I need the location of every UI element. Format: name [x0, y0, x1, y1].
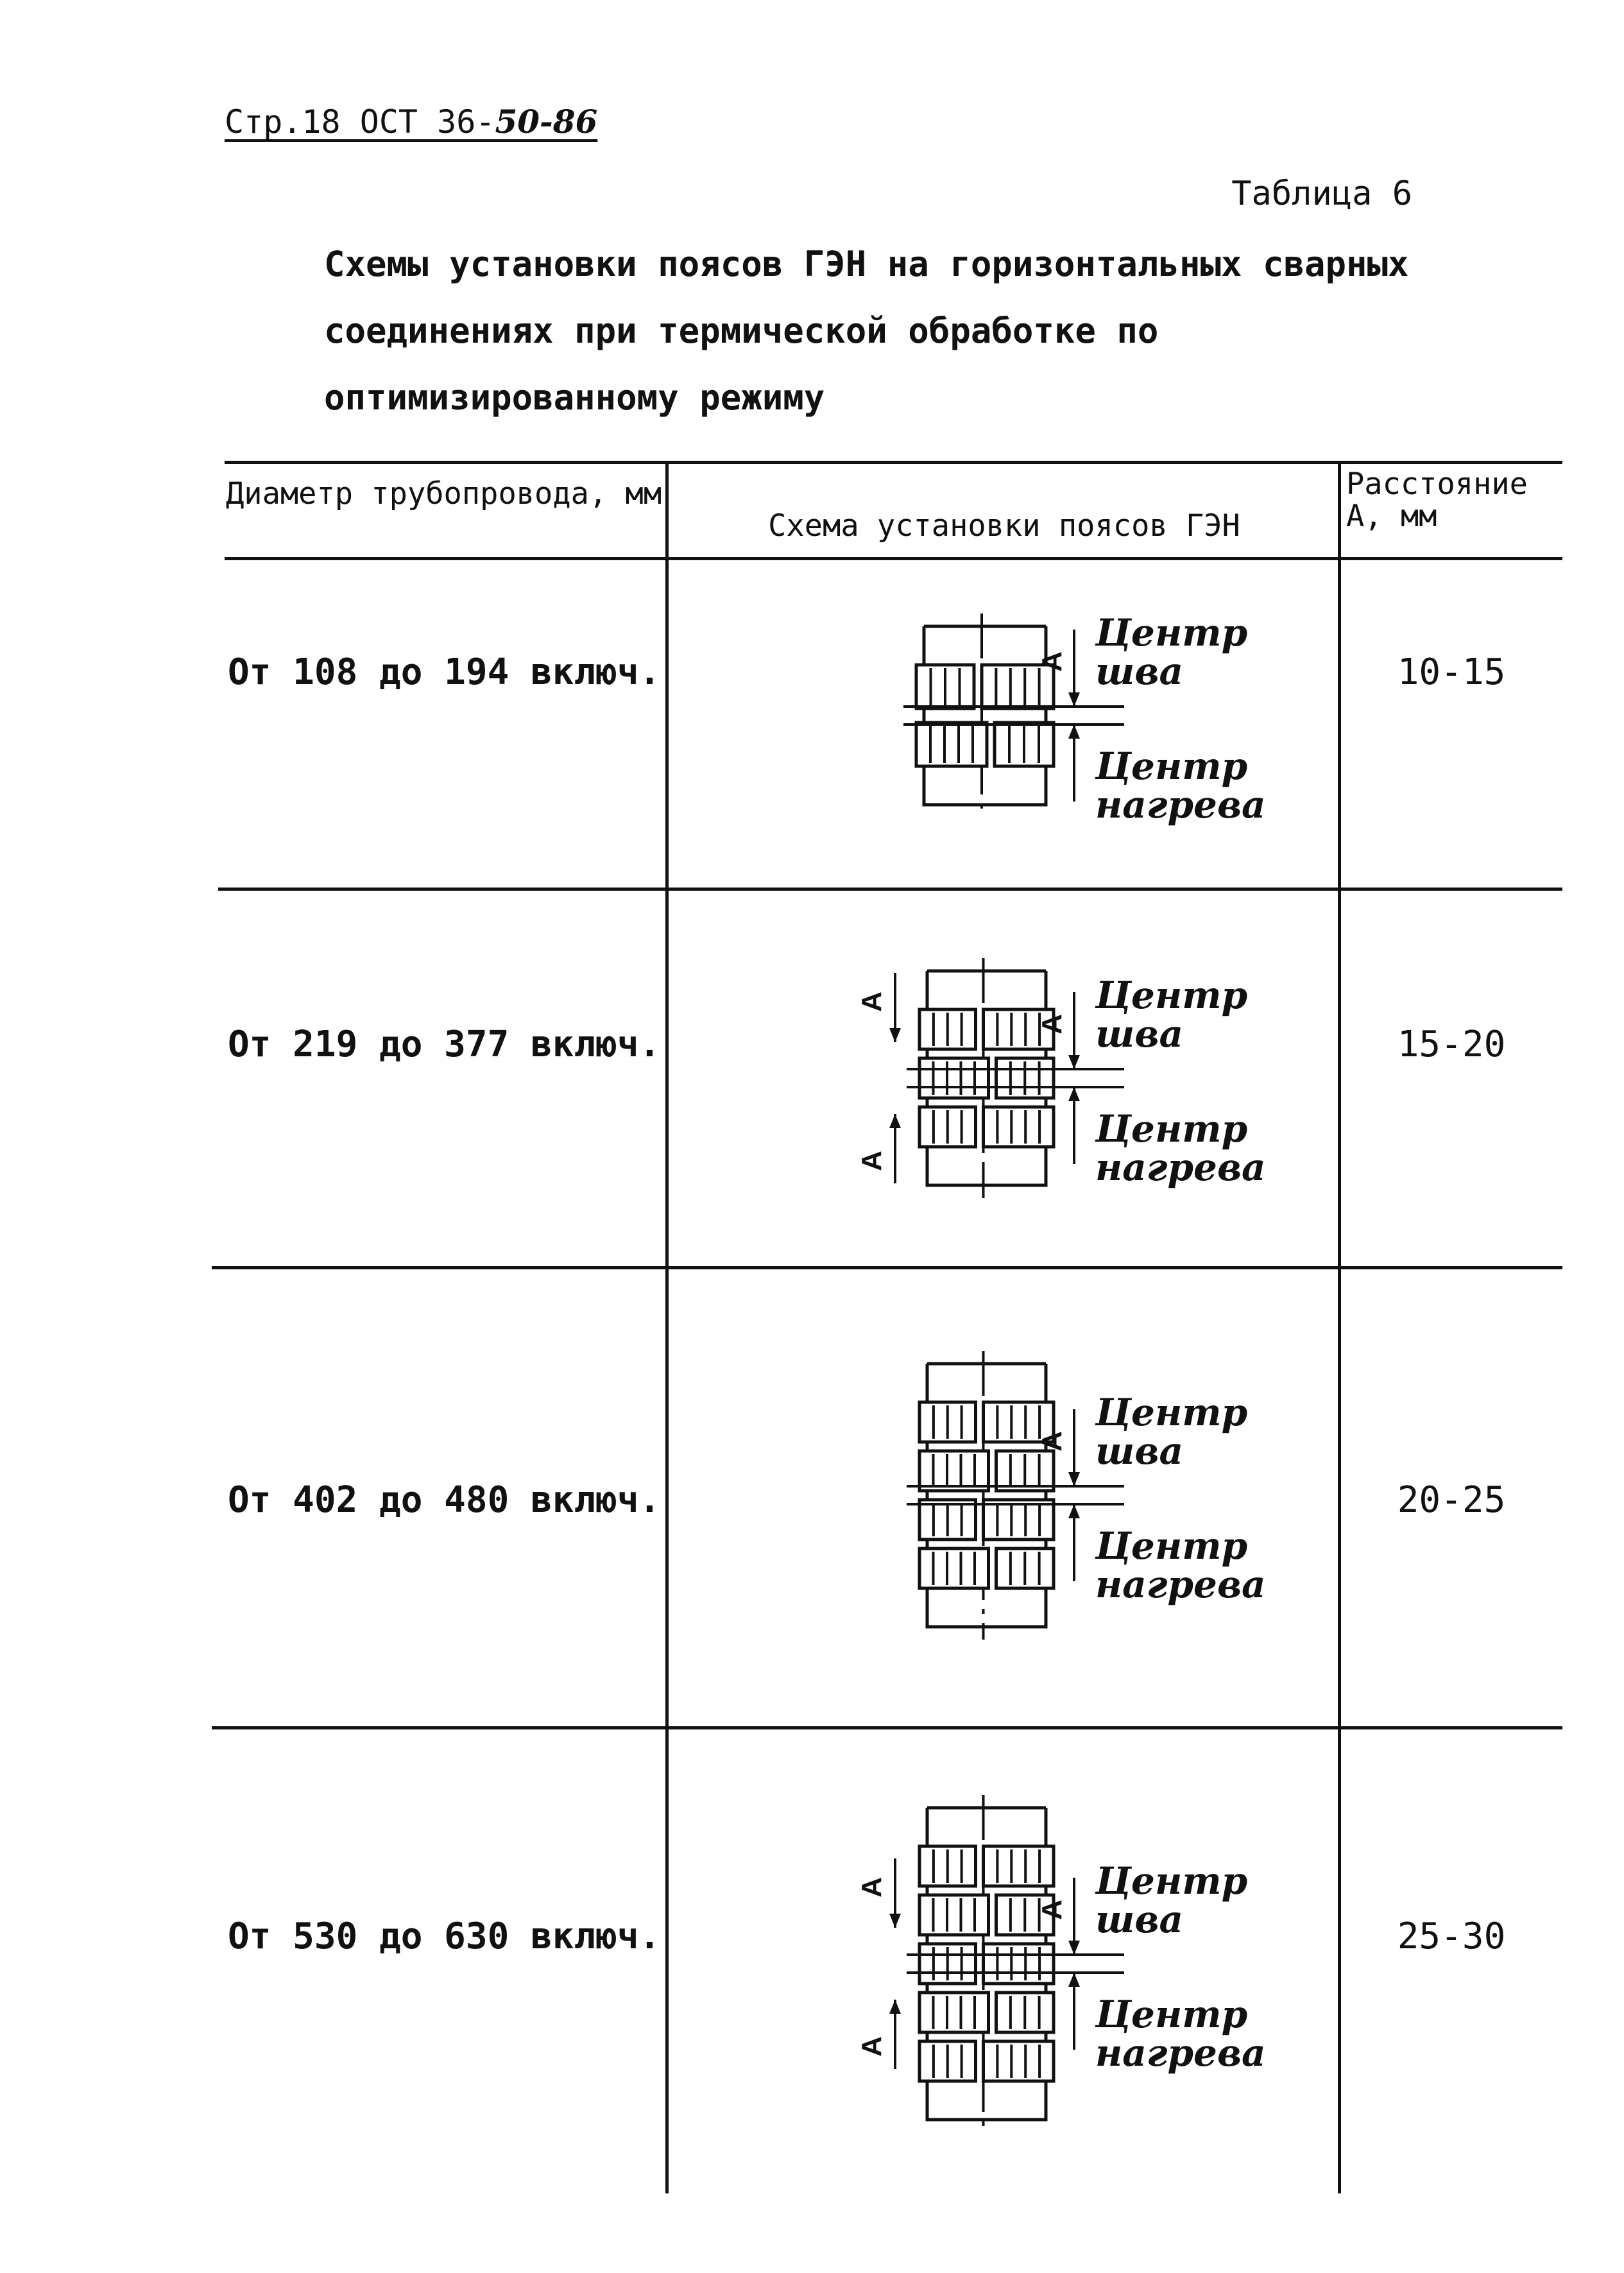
row-1-diameter: От 108 до 194 включ.	[228, 651, 661, 693]
scheme-3-belt-3-right-frame	[984, 1500, 1054, 1540]
scheme-4-belt-4-left	[919, 1993, 989, 2032]
scheme-2-left-top-dimension-label: А	[856, 991, 887, 1012]
scheme-1-belt-1-left	[916, 665, 974, 708]
scheme-3-belt-3-right	[984, 1500, 1054, 1540]
scheme-4-belt-1-right-frame	[984, 1846, 1054, 1886]
row-4-distance: 25-30	[1397, 1916, 1506, 1957]
scheme-4-left-arrow-bottom-head	[889, 2000, 901, 2014]
scheme-3-belt-2-left	[919, 1451, 989, 1491]
row-1-distance: 10-15	[1397, 651, 1506, 693]
scheme-4-belt-2-left	[919, 1895, 989, 1935]
scheme-4-seam-center-label-1: Центр	[1095, 1859, 1248, 1903]
scheme-2-belt-2-left	[919, 1058, 989, 1098]
scheme-4-belt-5-right-frame	[984, 2041, 1054, 2081]
scheme-2-left-arrow-top-head	[889, 1028, 901, 1042]
scheme-2-belt-2-left-frame	[919, 1058, 989, 1098]
scheme-4-right-dimension-label: А	[1036, 1900, 1068, 1920]
header-bottom-border	[225, 557, 1562, 560]
scheme-2-left-arrow-bottom-head	[889, 1114, 901, 1128]
scheme-1-dim-arrow-bottom-head	[1068, 725, 1080, 739]
scheme-3-belt-2-left-frame	[919, 1451, 989, 1491]
scheme-4-seam-center-label-2: шва	[1095, 1898, 1184, 1941]
scheme-row-2	[671, 892, 1338, 1264]
scheme-3-belt-2-right	[996, 1451, 1054, 1491]
scheme-4-dim-arrow-top-head	[1068, 1941, 1080, 1955]
scheme-4-left-top-dimension-label: А	[856, 1877, 887, 1898]
scheme-1-heat-center-label-1: Центр	[1095, 744, 1248, 788]
scheme-3-right-dimension-label: А	[1036, 1431, 1068, 1452]
scheme-3-belt-4-left	[919, 1548, 989, 1588]
column-divider-1	[665, 461, 669, 2193]
scheme-3-belt-4-right	[996, 1548, 1054, 1588]
scheme-3-dim-arrow-bottom-head	[1068, 1504, 1080, 1518]
table-number: Таблица 6	[1231, 175, 1412, 213]
scheme-2-heat-center-label-2: нагрева	[1095, 1145, 1266, 1189]
scheme-4-belt-1-left	[919, 1846, 976, 1886]
scheme-4-belt-2-left-frame	[919, 1895, 989, 1935]
scheme-2-right-dimension-label: А	[1036, 1014, 1068, 1034]
row-4-diameter: От 530 до 630 включ.	[228, 1916, 661, 1957]
scheme-4-belt-3-left	[919, 1944, 976, 1984]
scheme-3-heat-center-label-2: нагрева	[1095, 1563, 1266, 1606]
scheme-2-belt-2-right	[996, 1058, 1054, 1098]
scheme-4-belt-5-left	[919, 2041, 976, 2081]
scheme-4-belt-1-right	[984, 1846, 1054, 1886]
scheme-2-belt-1-left	[919, 1009, 976, 1049]
scheme-4-belt-4-left-frame	[919, 1993, 989, 2032]
scheme-3-heat-center-label-1: Центр	[1095, 1524, 1248, 1568]
scheme-1-heat-center-label-2: нагрева	[1095, 783, 1266, 827]
scheme-row-3	[671, 1271, 1338, 1720]
scheme-4-heat-center-label-2: нагрева	[1095, 2031, 1266, 2075]
scheme-4-dim-arrow-bottom-head	[1068, 1973, 1080, 1987]
scheme-2-belt-3-right	[984, 1107, 1054, 1147]
scheme-1-pipe	[924, 626, 1046, 805]
scheme-4-left-arrow-top-head	[889, 1914, 901, 1928]
row-divider-1	[218, 888, 1562, 891]
scheme-4-belt-5-right	[984, 2041, 1054, 2081]
row-divider-2	[212, 1266, 1562, 1269]
scheme-4-belt-3-right-frame	[984, 1944, 1054, 1984]
scheme-4-belt-4-right	[996, 1993, 1054, 2032]
scheme-1-belt-2-left	[916, 723, 987, 766]
scheme-3-belt-1-left	[919, 1402, 976, 1442]
header-scheme: Схема установки поясов ГЭН	[768, 508, 1240, 544]
scheme-1-seam-center-label-1: Центр	[1095, 611, 1248, 655]
scheme-4-belt-3-right	[984, 1944, 1054, 1984]
page-header-handwritten: 50-86	[495, 103, 598, 141]
scheme-2-seam-center-label-2: шва	[1095, 1012, 1184, 1056]
scheme-4-left-bottom-dimension-label: А	[856, 2036, 887, 2057]
scheme-3-seam-center-label-1: Центр	[1095, 1391, 1248, 1434]
scheme-1-dim-arrow-top-head	[1068, 692, 1080, 707]
column-divider-2	[1338, 461, 1341, 2193]
row-3-distance: 20-25	[1397, 1479, 1506, 1521]
scheme-2-heat-center-label-1: Центр	[1095, 1107, 1248, 1151]
scheme-2-belt-3-left	[919, 1107, 976, 1147]
scheme-1-belt-2-left-frame	[916, 723, 987, 766]
scheme-row-1	[671, 565, 1338, 886]
page-header	[225, 103, 597, 141]
header-distance: Расстояние А, мм	[1346, 467, 1528, 534]
scheme-1-right-dimension-label: А	[1036, 651, 1068, 672]
row-2-distance: 15-20	[1397, 1024, 1506, 1065]
table-top-border	[225, 461, 1562, 464]
page-header-prefix: Стр.18 ОСТ 36-	[225, 103, 495, 141]
scheme-2-seam-center-label-1: Центр	[1095, 974, 1248, 1017]
scheme-2-dim-arrow-top-head	[1068, 1055, 1080, 1069]
scheme-3-belt-4-left-frame	[919, 1548, 989, 1588]
scheme-4-heat-center-label-1: Центр	[1095, 1993, 1248, 2036]
scheme-row-4	[671, 1729, 1338, 2198]
row-3-diameter: От 402 до 480 включ.	[228, 1479, 661, 1521]
scheme-2-dim-arrow-bottom-head	[1068, 1087, 1080, 1101]
scheme-1-seam-center-label-2: шва	[1095, 649, 1184, 693]
scheme-3-belt-3-left	[919, 1500, 976, 1540]
table-title: Схемы установки поясов ГЭН на горизонтальных сварных соединениях при термической обработке по оптимизированному режиму	[324, 244, 1409, 418]
scheme-3-seam-center-label-2: шва	[1095, 1429, 1184, 1473]
header-diameter: Диаметр трубопровода, мм	[226, 476, 662, 511]
scheme-2-belt-3-right-frame	[984, 1107, 1054, 1147]
row-2-diameter: От 219 до 377 включ.	[228, 1024, 661, 1065]
scheme-3-dim-arrow-top-head	[1068, 1472, 1080, 1486]
scheme-2-left-bottom-dimension-label: А	[856, 1151, 887, 1171]
scheme-1-belt-2-right	[995, 723, 1054, 766]
